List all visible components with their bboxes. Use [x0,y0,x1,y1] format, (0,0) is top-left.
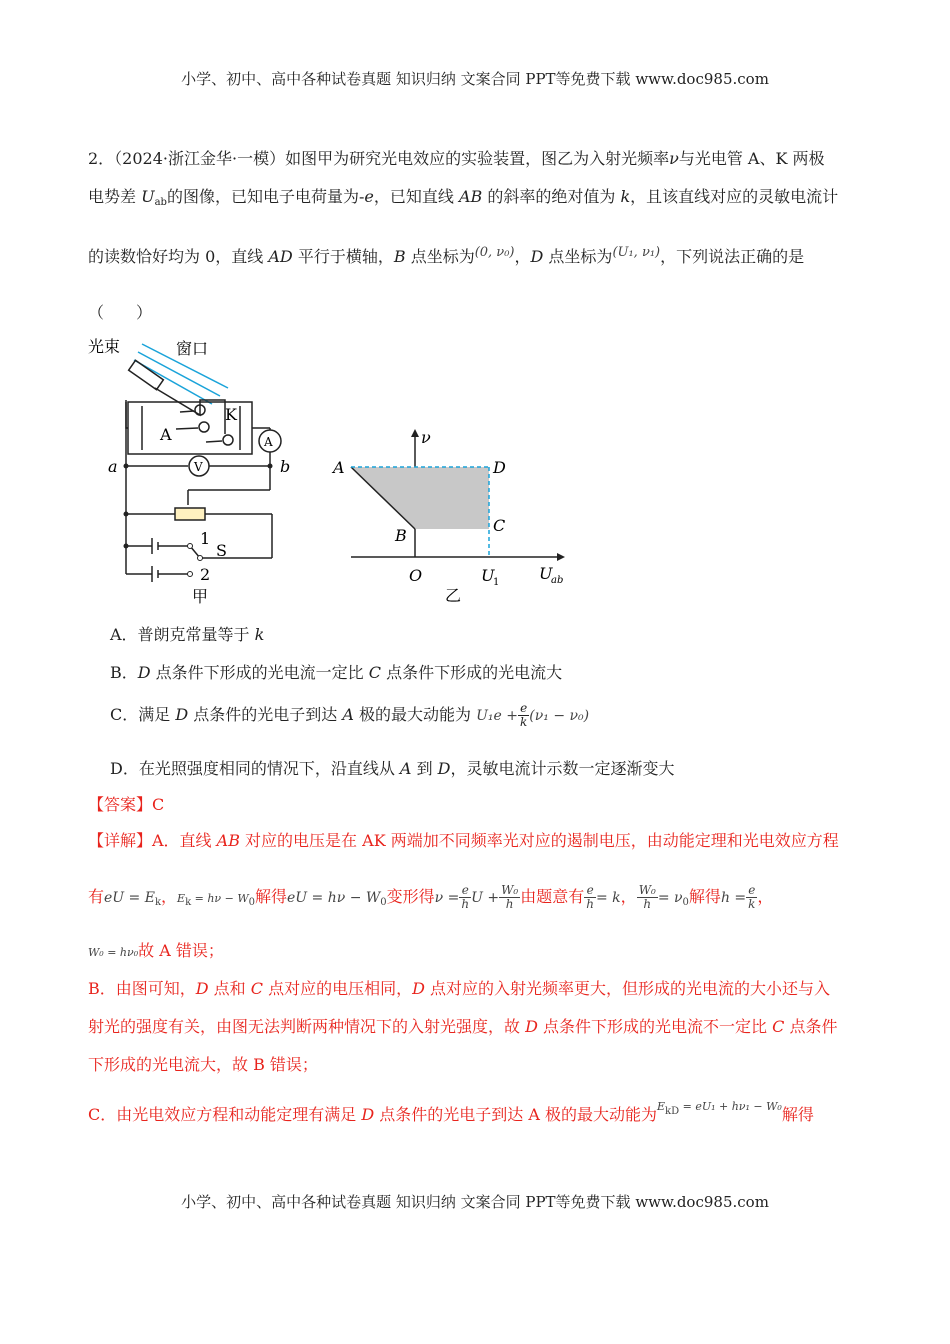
page-footer: 小学、初中、高中各种试卷真题 知识归纳 文案合同 PPT等免费下载 www.doc985.com [181,1193,769,1211]
option-c: C．满足 D 点条件的光电子到达 A 极的最大动能为 U₁e + $\frac{e}{k}$ (ν₁ − ν₀) [110,701,590,729]
explanation-line-5: 射光的强度有关，由图无法判断两种情况下的入射光强度，故 D 点条件下形成的光电流不一定比 C 点条件 [88,1017,838,1036]
rheostat [175,508,205,520]
shaded-region [351,467,489,529]
svg-text:1: 1 [493,577,500,588]
explanation-line-1: 【详解】A．直线 AB 对应的电压是在 AK 两端加不同频率光对应的遏制电压，由动能定理和光电效应方程 [88,831,839,850]
point-b: B [395,526,407,545]
svg-text:ab: ab [551,575,564,586]
u1-label: U [481,566,495,585]
question-line-2: 电势差 $U_{ab}$的图像，已知电子电荷量为-e，已知直线 AB 的斜率的绝对值为 k，且该直线对应的灵敏电流计 [88,187,839,208]
electrode-k: K [225,405,237,424]
voltmeter-label: V [194,460,203,474]
point-d: D [493,458,506,477]
b-coordinate: (0, ν₀) [474,245,515,260]
question-line-1: 2．（2024·浙江金华·一模）如图甲为研究光电效应的实验装置，图乙为入射光频率ν与光电管 A、K 两极 [88,149,825,168]
ammeter-label: A [264,435,273,449]
explanation-line-6: 下形成的光电流大，故 B 错误； [88,1055,318,1074]
nu-u-graph [325,425,575,605]
explanation-line-3: W₀ = hν₀故 A 错误； [88,941,224,960]
switch-label: S [216,541,227,560]
page-header: 小学、初中、高中各种试卷真题 知识归纳 文案合同 PPT等免费下载 www.doc985.com [181,70,769,88]
switch-pos-1: 1 [200,529,211,548]
nu-axis-label: ν [421,428,431,447]
d-coordinate: (U₁, ν₁) [612,245,661,260]
node-b: b [280,457,291,476]
figure-caption-jia: 甲 [192,587,209,606]
light-ray [138,352,220,396]
option-b: B．D 点条件下形成的光电流一定比 C 点条件下形成的光电流大 [110,663,563,682]
answer-blank: （ ） [88,303,153,322]
switch-pos-2: 2 [200,565,211,584]
point-c: C [493,516,506,535]
question-line-3: 的读数恰好均为 0，直线 AD 平行于横轴，B 点坐标为$^{(0, \nu_0)}$，D 点坐标为$^{(U_1, \nu_1)}$，下列说法正确的是 [88,245,805,266]
point-a: A [333,458,345,477]
window-frame [129,360,164,389]
origin-label: O [409,566,423,585]
electrode-a: A [160,425,172,444]
explanation-line-7: C．由光电效应方程和动能定理有满足 D 点条件的光电子到达 A 极的最大动能为$^{EkD}$ $^{= eU_1 + h\nu_1 - W_0}$解得 [88,1100,814,1124]
light-label: 光束 [88,337,121,356]
explanation-line-2: 有eU = $E_k$，$E_k = h\nu - W_0$解得eU = $h\nu - W_0$变形得ν = $\frac{e}{h}$ U + $\frac{\text{W₀}}{h}$ 由题意有 $\frac{e}{h}$ = k， $\frac{\text{W₀}}{h}$ = $\nu_0$解得h = $\frac{e}{k}$ ， [88,883,774,911]
u-axis-label: U [539,564,553,583]
figure-caption-yi: 乙 [445,586,462,605]
node-a: a [108,457,118,476]
circuit-diagram [80,330,320,610]
answer-label: 【答案】C [88,795,165,814]
explanation-line-4: B．由图可知，D 点和 C 点对应的电压相同，D 点对应的入射光频率更大，但形成的光电流的大小还与入 [88,979,831,998]
window-label: 窗口 [176,339,209,358]
option-a: A．普朗克常量等于 k [110,625,265,644]
option-d: D．在光照强度相同的情况下，沿直线从 A 到 D，灵敏电流计示数一定逐渐变大 [110,759,675,778]
